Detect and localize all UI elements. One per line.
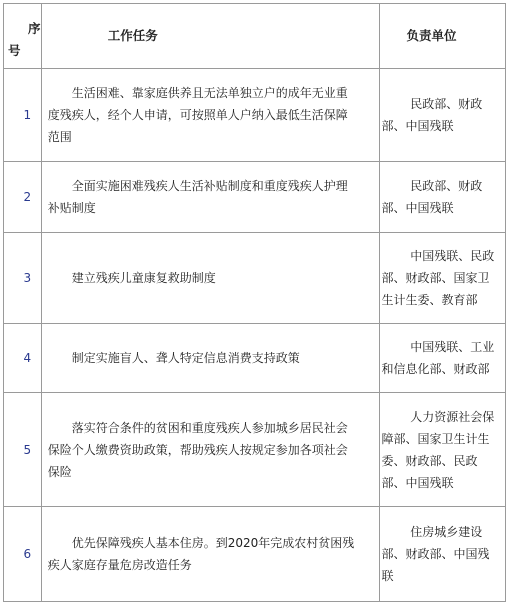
row-number: 5 xyxy=(4,393,42,507)
task-cell xyxy=(41,507,380,602)
unit-line: 障部、国家卫生计生 xyxy=(381,431,490,446)
task-cell xyxy=(41,324,380,393)
unit-cell xyxy=(380,69,506,162)
task-line: 全面实施困难残疾人生活补贴制度和重度残疾人护理 xyxy=(71,179,348,193)
header-seq xyxy=(4,4,42,69)
header-task: 工作任务 xyxy=(41,4,380,69)
task-line: 范围 xyxy=(47,130,72,144)
unit-cell xyxy=(380,233,506,324)
header-seq-top: 序 xyxy=(28,21,41,36)
unit-line: 部、中国残联 xyxy=(381,475,454,490)
row-number: 1 xyxy=(4,69,42,162)
unit-line: 部、中国残联 xyxy=(381,119,454,133)
unit-line: 中国残联、民政 xyxy=(410,249,495,263)
unit-line: 人力资源社会保 xyxy=(410,409,495,424)
table-row xyxy=(4,233,506,324)
task-cell xyxy=(41,393,380,507)
table-row xyxy=(4,507,506,602)
table-row xyxy=(4,162,506,233)
unit-cell xyxy=(380,162,506,233)
task-line: 度残疾人，经个人申请，可按照单人户纳入最低生活保障 xyxy=(47,108,348,122)
unit-line: 部、中国残联 xyxy=(381,201,454,215)
row-number: 4 xyxy=(4,324,42,393)
unit-line: 部、财政部、国家卫 xyxy=(381,271,490,285)
task-line: 建立残疾儿童康复救助制度 xyxy=(71,271,216,285)
unit-line: 民政部、财政 xyxy=(410,179,483,193)
unit-cell xyxy=(380,324,506,393)
unit-line: 中国残联、工业 xyxy=(410,340,495,354)
row-number: 2 xyxy=(4,162,42,233)
table-row xyxy=(4,393,506,507)
table-header-row xyxy=(4,4,506,69)
unit-cell xyxy=(380,507,506,602)
unit-line: 住房城乡建设 xyxy=(410,525,483,539)
unit-line: 联 xyxy=(381,569,394,583)
task-line: 补贴制度 xyxy=(47,201,96,215)
unit-line: 民政部、财政 xyxy=(410,97,483,111)
task-line: 生活困难、靠家庭供养且无法单独立户的成年无业重 xyxy=(71,86,348,100)
unit-cell xyxy=(380,393,506,507)
table-row xyxy=(4,324,506,393)
unit-line: 委、财政部、民政 xyxy=(381,453,478,468)
unit-line: 部、财政部、中国残 xyxy=(381,547,490,561)
row-number: 3 xyxy=(4,233,42,324)
task-cell xyxy=(41,233,380,324)
task-line: 优先保障残疾人基本住房。到2020年完成农村贫困残 xyxy=(71,536,355,550)
task-line: 疾人家庭存量危房改造任务 xyxy=(47,558,192,572)
unit-line: 生计生委、教育部 xyxy=(381,293,478,307)
task-line: 保险 xyxy=(47,464,72,479)
unit-line: 和信息化部、财政部 xyxy=(381,362,490,376)
row-number: 6 xyxy=(4,507,42,602)
task-line: 保险个人缴费资助政策，帮助残疾人按规定参加各项社会 xyxy=(47,442,348,457)
header-seq-bottom: 号 xyxy=(8,43,21,58)
task-cell xyxy=(41,162,380,233)
task-line: 制定实施盲人、聋人特定信息消费支持政策 xyxy=(71,351,300,365)
table-row xyxy=(4,69,506,162)
task-table xyxy=(3,3,506,602)
task-cell xyxy=(41,69,380,162)
header-unit: 负责单位 xyxy=(380,4,506,69)
task-line: 落实符合条件的贫困和重度残疾人参加城乡居民社会 xyxy=(71,420,348,435)
